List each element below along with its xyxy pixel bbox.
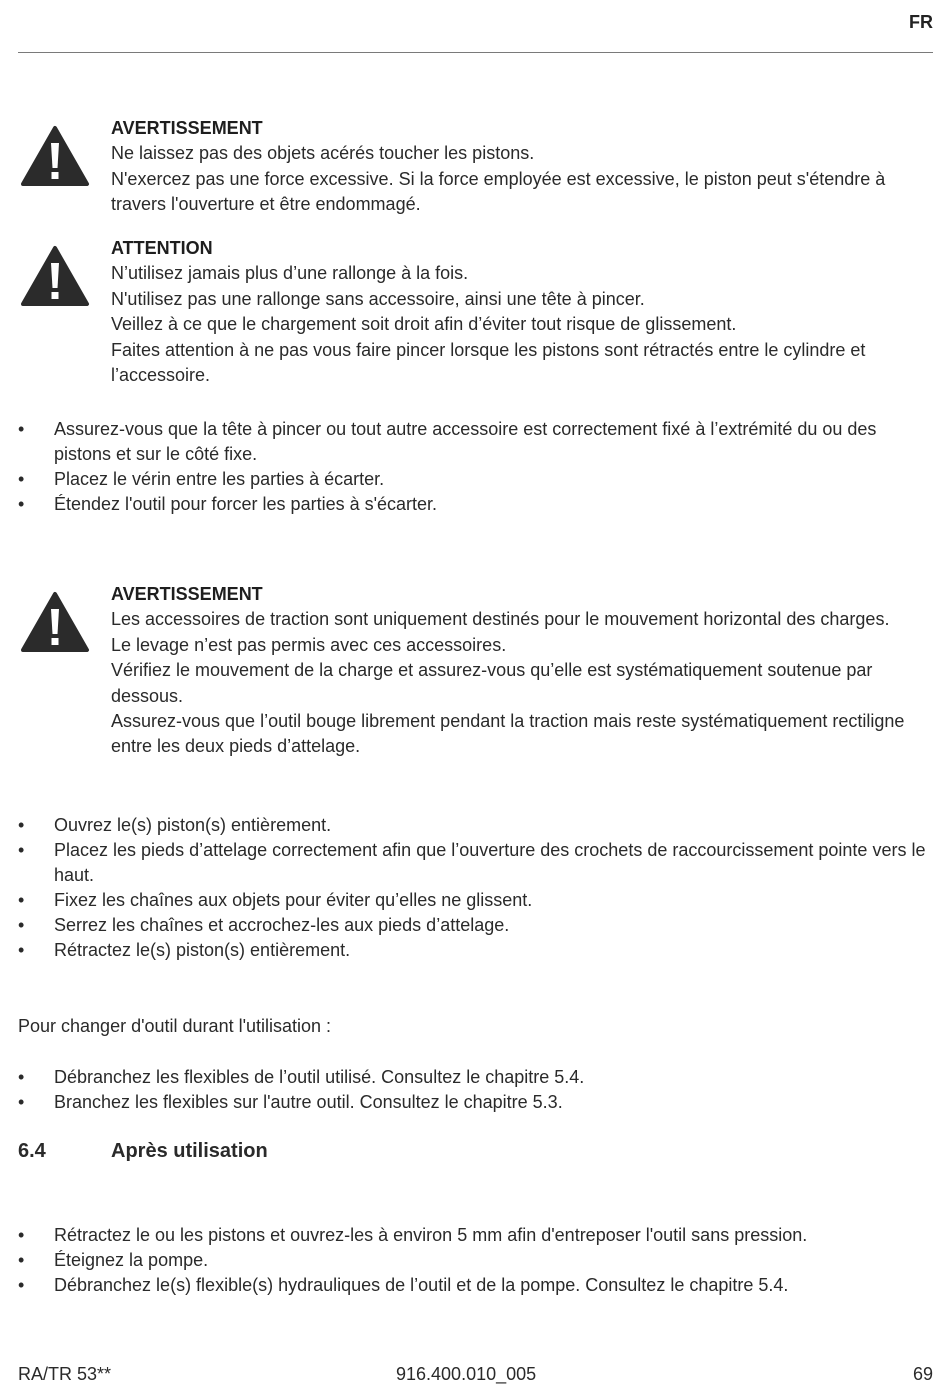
warning-line: Les accessoires de traction sont uniquement destinés pour le mouvement horizontal des charges. (111, 609, 890, 630)
after-use-steps-list (18, 1223, 933, 1298)
warning-line: Assurez-vous que l’outil bouge librement pendant la traction mais reste systématiquement rectiligne entre les deux pieds d’attelage. (111, 711, 905, 757)
warning-triangle-icon (20, 591, 90, 653)
section-number: 6.4 (18, 1140, 46, 1162)
list-item-text: Assurez-vous que la tête à pincer ou tout autre accessoire est correctement fixé à l’extrémité du ou des pistons et sur le côté fixe. (54, 419, 877, 464)
bullet-icon: • (18, 1250, 25, 1270)
section-title: Après utilisation (111, 1140, 268, 1162)
warning-line: Ne laissez pas des objets acérés toucher les pistons. (111, 143, 535, 164)
spreading-steps-list (18, 417, 933, 517)
list-item-text: Éteignez la pompe. (54, 1250, 209, 1270)
list-item-text: Débranchez le(s) flexible(s) hydrauliques de l’outil et de la pompe. Consultez le chapitre 5.4. (54, 1275, 789, 1295)
bullet-icon: • (18, 1225, 25, 1245)
warning-line: Le levage n’est pas permis avec ces accessoires. (111, 634, 507, 655)
warning-title: AVERTISSEMENT (111, 584, 263, 604)
list-item (18, 1223, 933, 1248)
warning-line: Vérifiez le mouvement de la charge et assurez-vous qu’elle est systématiquement soutenue par dessous. (111, 660, 873, 706)
warning-line: N'exercez pas une force excessive. Si la force employée est excessive, le piston peut s'étendre à travers l'ouverture et être endommagé. (111, 168, 886, 215)
list-item-text: Placez le vérin entre les parties à écarter. (54, 469, 385, 489)
warning-block-3 (111, 582, 933, 760)
change-tool-intro: Pour changer d'outil durant l'utilisation : (18, 1016, 332, 1036)
list-item-text: Serrez les chaînes et accrochez-les aux pieds d’attelage. (54, 915, 510, 935)
list-item (18, 492, 933, 517)
list-item (18, 1065, 933, 1090)
header-rule (18, 52, 933, 53)
footer-page-number: 69 (912, 1364, 933, 1384)
language-label: FR (909, 12, 933, 32)
bullet-icon: • (18, 840, 25, 860)
bullet-icon: • (18, 890, 25, 910)
list-item-text: Rétractez le ou les pistons et ouvrez-les à environ 5 mm afin d'entreposer l'outil sans pression. (54, 1225, 808, 1245)
bullet-icon: • (18, 915, 25, 935)
list-item-text: Ouvrez le(s) piston(s) entièrement. (54, 815, 332, 835)
change-tool-steps-list (18, 1065, 933, 1115)
list-item (18, 417, 933, 467)
list-item-text: Branchez les flexibles sur l'autre outil. Consultez le chapitre 5.3. (54, 1092, 563, 1112)
list-item (18, 813, 933, 838)
list-item-text: Fixez les chaînes aux objets pour éviter qu’elles ne glissent. (54, 890, 533, 910)
bullet-icon: • (18, 1092, 25, 1112)
warning-triangle-icon (20, 245, 90, 307)
bullet-icon: • (18, 1275, 25, 1295)
list-item-text: Rétractez le(s) piston(s) entièrement. (54, 940, 351, 960)
list-item (18, 888, 933, 913)
bullet-icon: • (18, 815, 25, 835)
list-item-text: Placez les pieds d’attelage correctement afin que l’ouverture des crochets de raccourcissement pointe vers le haut. (54, 840, 926, 885)
warning-triangle-icon (20, 125, 90, 187)
list-item (18, 1273, 933, 1298)
list-item (18, 838, 933, 888)
bullet-icon: • (18, 494, 25, 514)
bullet-icon: • (18, 940, 25, 960)
bullet-icon: • (18, 469, 25, 489)
list-item-text: Débranchez les flexibles de l’outil utilisé. Consultez le chapitre 5.4. (54, 1067, 585, 1087)
list-item (18, 1248, 933, 1273)
list-item (18, 467, 933, 492)
warning-block-1 (111, 116, 933, 218)
footer-model: RA/TR 53** (18, 1364, 112, 1384)
bullet-icon: • (18, 419, 25, 439)
list-item (18, 1090, 933, 1115)
warning-title: AVERTISSEMENT (111, 118, 263, 138)
list-item (18, 913, 933, 938)
bullet-icon: • (18, 1067, 25, 1087)
list-item-text: Étendez l'outil pour forcer les parties à s'écarter. (54, 494, 438, 514)
pulling-steps-list (18, 813, 933, 963)
warning-line: N'utilisez pas une rallonge sans accessoire, ainsi une tête à pincer. (111, 288, 645, 309)
footer-doc-number: 916.400.010_005 (396, 1364, 537, 1384)
warning-line: Faites attention à ne pas vous faire pincer lorsque les pistons sont rétractés entre le cylindre et l’accessoire. (111, 339, 866, 386)
section-heading (18, 1140, 268, 1163)
warning-line: Veillez à ce que le chargement soit droit afin d’éviter tout risque de glissement. (111, 314, 737, 335)
warning-line: N’utilisez jamais plus d’une rallonge à la fois. (111, 263, 469, 284)
warning-block-2 (111, 236, 933, 388)
warning-title: ATTENTION (111, 238, 213, 258)
list-item (18, 938, 933, 963)
